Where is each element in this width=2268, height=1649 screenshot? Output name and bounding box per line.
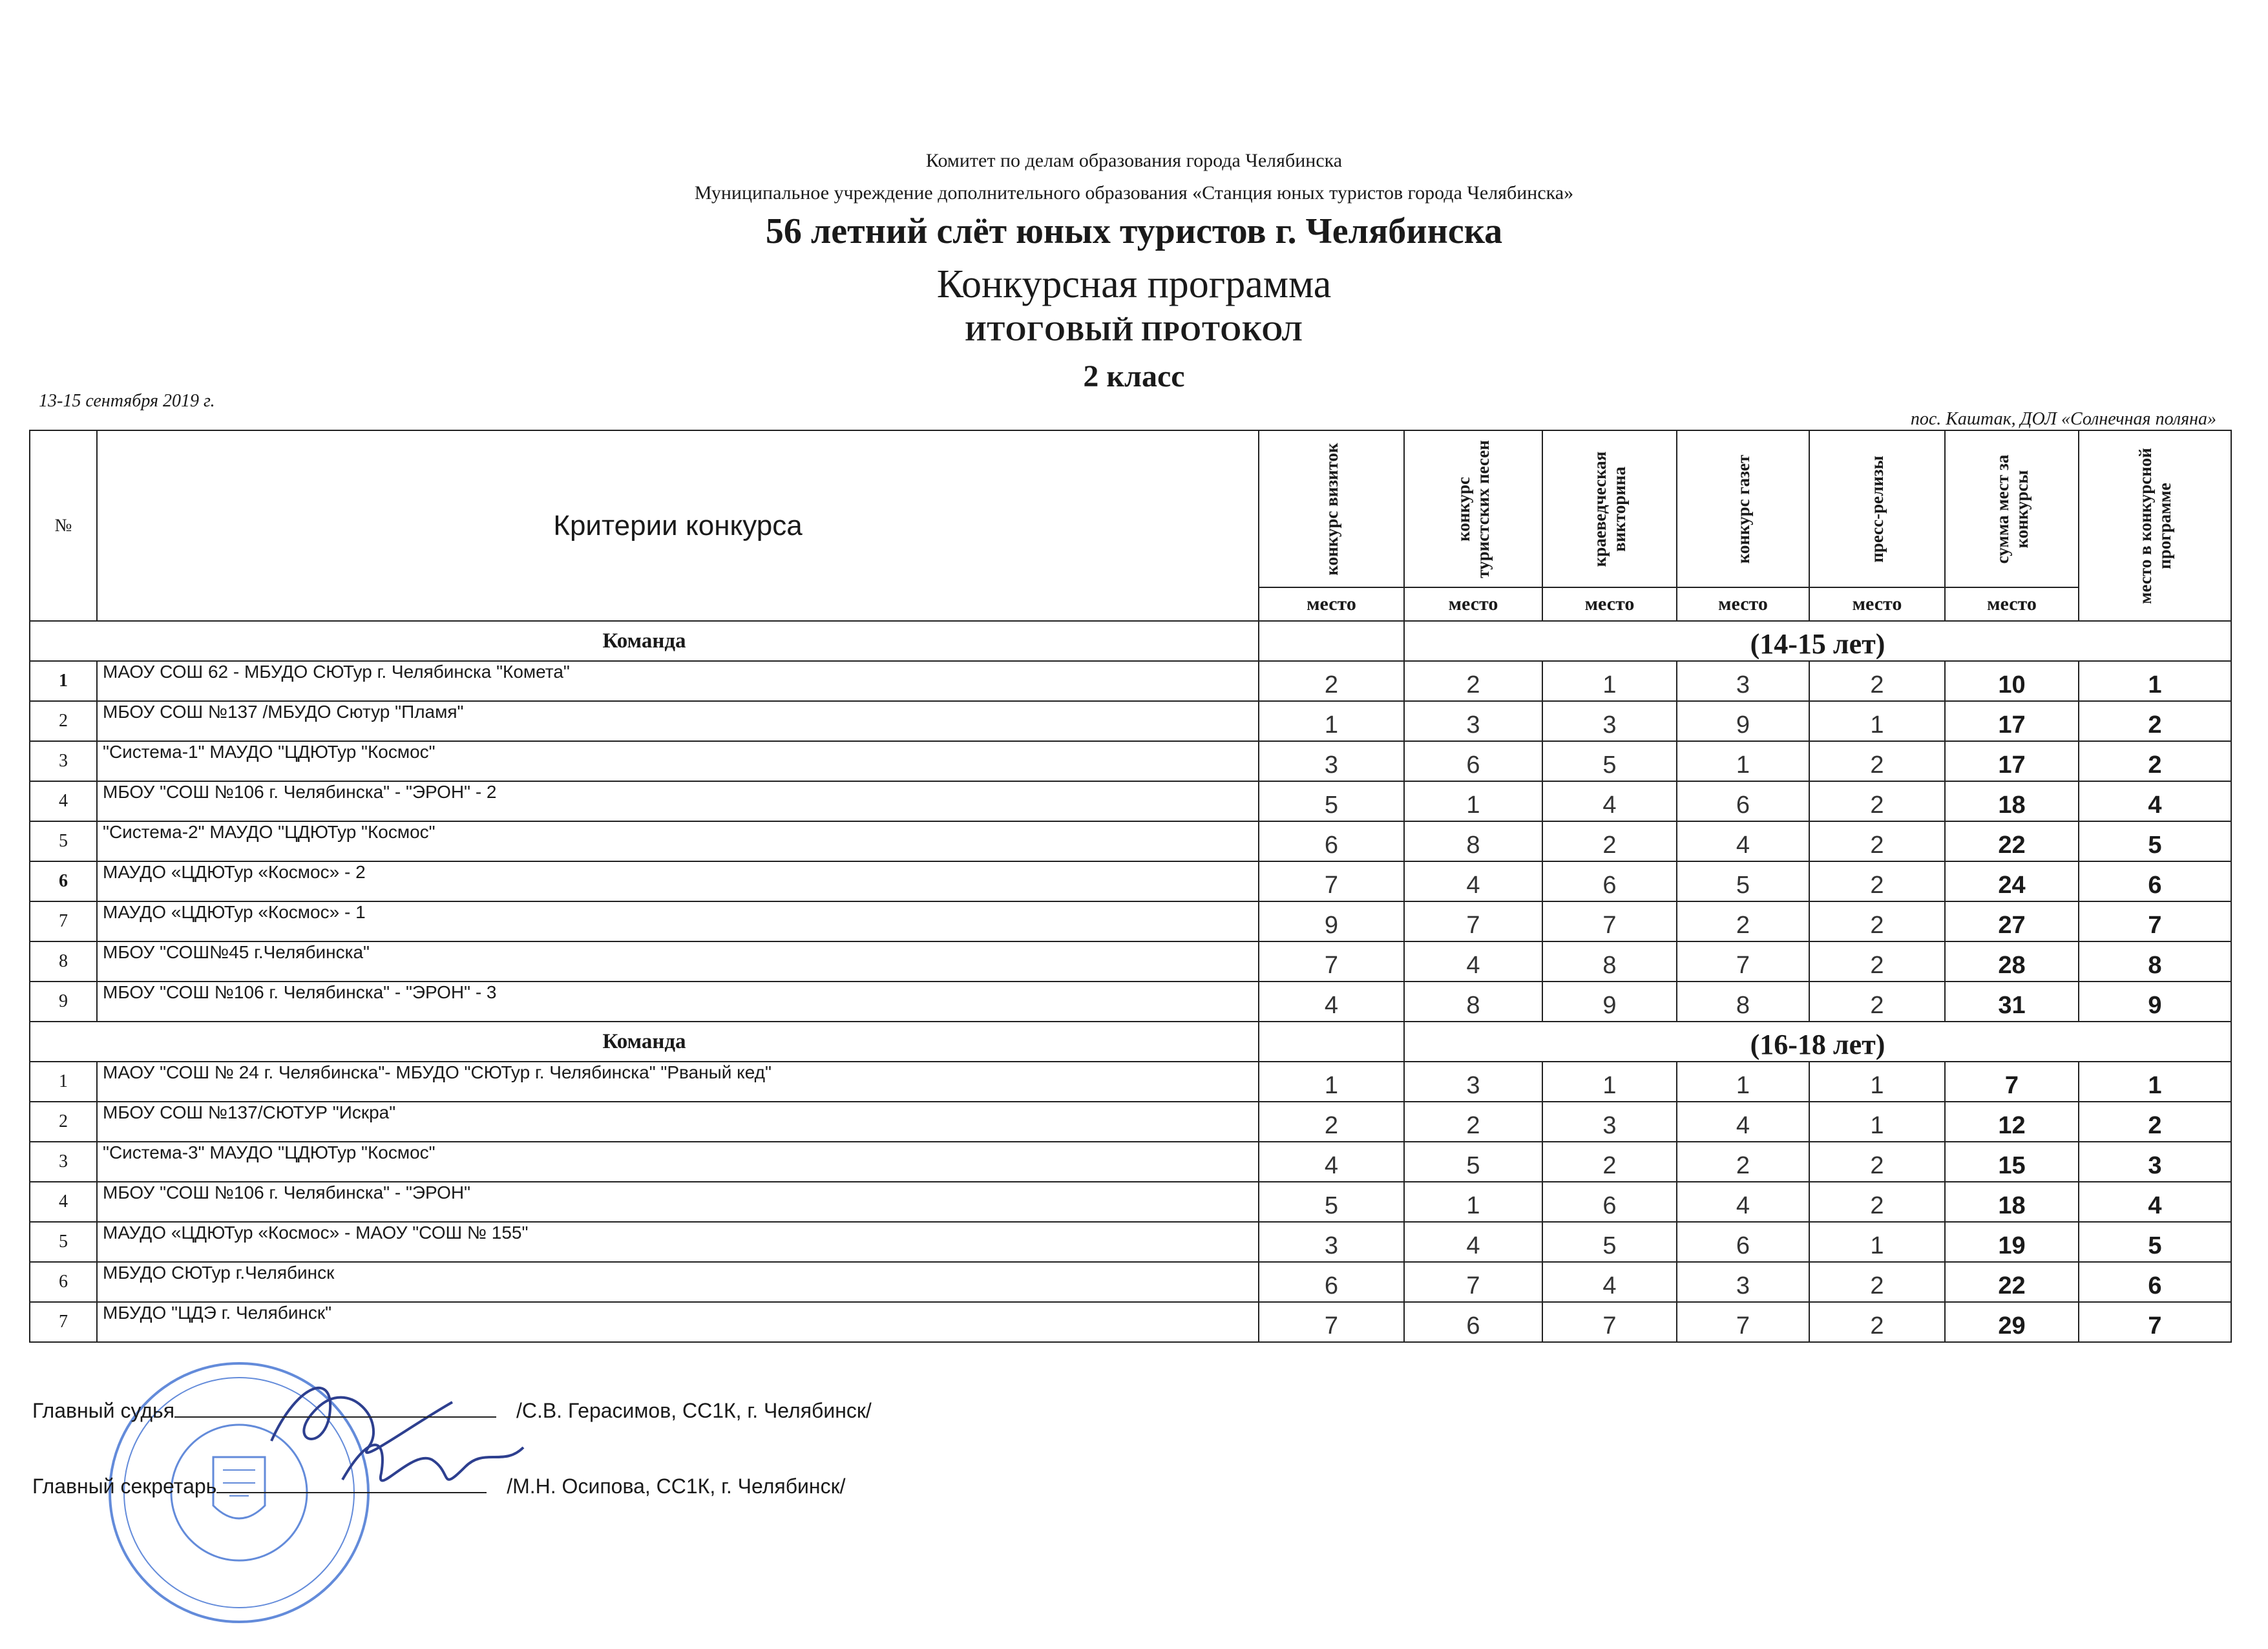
row-number: 3 (30, 741, 97, 781)
place-subheader: место (1677, 587, 1809, 621)
place-value: 1 (1677, 1062, 1809, 1102)
place-value: 4 (1259, 982, 1404, 1022)
place-value: 1 (1542, 1062, 1677, 1102)
place-value: 9 (1259, 901, 1404, 941)
place-value: 2 (1404, 1102, 1542, 1142)
column-header-press (1809, 430, 1945, 587)
place-value: 2 (1542, 1142, 1677, 1182)
team-label: Команда (30, 621, 1259, 661)
row-number: 7 (30, 1302, 97, 1342)
final-place-value: 9 (2079, 982, 2231, 1022)
chief-secretary-name: /М.Н. Осипова, СС1К, г. Челябинск/ (507, 1475, 846, 1498)
place-value: 6 (1259, 1262, 1404, 1302)
place-subheader: место (1404, 587, 1542, 621)
row-number: 4 (30, 781, 97, 821)
place-value: 7 (1259, 1302, 1404, 1342)
place-value: 6 (1404, 741, 1542, 781)
final-place-value: 8 (2079, 941, 2231, 982)
place-value: 1 (1404, 1182, 1542, 1222)
place-value: 4 (1677, 1102, 1809, 1142)
place-value: 1 (1809, 1102, 1945, 1142)
place-value: 1 (1809, 1222, 1945, 1262)
column-header-label: сумма мест за конкурсы (1992, 454, 2032, 563)
table-row (30, 901, 2231, 941)
column-header-label: краеведческая викторина (1590, 451, 1629, 567)
place-subheader: место (1542, 587, 1677, 621)
column-header-songs (1404, 430, 1542, 587)
place-value: 6 (1542, 1182, 1677, 1222)
place-value: 2 (1809, 901, 1945, 941)
place-value: 2 (1809, 941, 1945, 982)
column-header-label: конкурс визиток (1321, 442, 1341, 576)
place-value: 5 (1677, 861, 1809, 901)
place-value: 2 (1809, 1182, 1945, 1222)
team-label: Команда (30, 1022, 1259, 1062)
row-number: 5 (30, 1222, 97, 1262)
place-value: 6 (1542, 861, 1677, 901)
team-name: МБУДО "ЦДЭ г. Челябинск" (97, 1302, 1259, 1342)
age-group-label: (16-18 лет) (1404, 1022, 2231, 1062)
place-value: 7 (1404, 1262, 1542, 1302)
sum-value: 18 (1945, 1182, 2079, 1222)
place-value: 6 (1259, 821, 1404, 861)
table-row (30, 781, 2231, 821)
table-row (30, 1302, 2231, 1342)
place-value: 4 (1404, 861, 1542, 901)
final-place-value: 1 (2079, 1062, 2231, 1102)
place-value: 3 (1677, 1262, 1809, 1302)
sum-value: 17 (1945, 701, 2079, 741)
team-name: МАУДО «ЦДЮТур «Космос» - 1 (97, 901, 1259, 941)
place-value: 2 (1677, 1142, 1809, 1182)
sum-value: 31 (1945, 982, 2079, 1022)
table-row (30, 1222, 2231, 1262)
table-row (30, 661, 2231, 701)
place-value: 3 (1542, 1102, 1677, 1142)
sum-value: 15 (1945, 1142, 2079, 1182)
sum-value: 19 (1945, 1222, 2079, 1262)
row-number: 6 (30, 1262, 97, 1302)
team-name: МАУДО «ЦДЮТур «Космос» - 2 (97, 861, 1259, 901)
empty-cell (1259, 1022, 1404, 1062)
results-body (30, 621, 2231, 1342)
team-name: МАОУ "СОШ № 24 г. Челябинска"- МБУДО "СЮТур г. Челябинска" "Рваный кед" (97, 1062, 1259, 1102)
chief-secretary-line (32, 1475, 845, 1498)
place-value: 9 (1542, 982, 1677, 1022)
place-value: 4 (1404, 941, 1542, 982)
table-row (30, 1142, 2231, 1182)
final-place-value: 5 (2079, 821, 2231, 861)
team-name: МБОУ СОШ №137/СЮТУР "Искра" (97, 1102, 1259, 1142)
place-subheader: место (1809, 587, 1945, 621)
place-value: 2 (1542, 821, 1677, 861)
place-value: 1 (1259, 701, 1404, 741)
group-header-row (30, 621, 2231, 661)
chief-secretary-label: Главный секретарь (32, 1475, 217, 1498)
committee-line: Комитет по делам образования города Челябинска (925, 150, 1343, 171)
place-value: 1 (1677, 741, 1809, 781)
column-header-label: место в конкурсной программе (2136, 447, 2174, 604)
sum-value: 18 (1945, 781, 2079, 821)
place-value: 3 (1259, 1222, 1404, 1262)
team-name: "Система-2" МАУДО "ЦДЮТур "Космос" (97, 821, 1259, 861)
table-row (30, 861, 2231, 901)
place-value: 2 (1809, 1142, 1945, 1182)
table-row (30, 821, 2231, 861)
place-value: 2 (1809, 661, 1945, 701)
place-value: 1 (1542, 661, 1677, 701)
event-title: 56 летний слёт юных туристов г. Челябинска (765, 211, 1503, 251)
place-value: 6 (1677, 1222, 1809, 1262)
place-value: 1 (1809, 701, 1945, 741)
place-value: 3 (1677, 661, 1809, 701)
place-value: 5 (1404, 1142, 1542, 1182)
place-value: 4 (1677, 1182, 1809, 1222)
final-place-value: 2 (2079, 1102, 2231, 1142)
table-row (30, 701, 2231, 741)
place-value: 4 (1404, 1222, 1542, 1262)
row-number: 1 (30, 661, 97, 701)
place-value: 7 (1404, 901, 1542, 941)
institution-line: Муниципальное учреждение дополнительного образования «Станция юных туристов города Челябинска» (694, 182, 1574, 204)
place-value: 8 (1677, 982, 1809, 1022)
row-number: 4 (30, 1182, 97, 1222)
place-value: 7 (1542, 1302, 1677, 1342)
place-value: 5 (1259, 781, 1404, 821)
sum-value: 22 (1945, 821, 2079, 861)
sum-value: 7 (1945, 1062, 2079, 1102)
table-row (30, 1182, 2231, 1222)
place-value: 2 (1809, 861, 1945, 901)
column-header-newspapers (1677, 430, 1809, 587)
place-value: 2 (1259, 1102, 1404, 1142)
sum-value: 27 (1945, 901, 2079, 941)
final-place-value: 7 (2079, 1302, 2231, 1342)
place-value: 1 (1259, 1062, 1404, 1102)
table-row (30, 741, 2231, 781)
team-name: МБУДО СЮТур г.Челябинск (97, 1262, 1259, 1302)
team-name: "Система-3" МАУДО "ЦДЮТур "Космос" (97, 1142, 1259, 1182)
column-header-sum (1945, 430, 2079, 587)
row-number: 2 (30, 701, 97, 741)
place-value: 4 (1677, 821, 1809, 861)
class-title: 2 класс (1083, 359, 1185, 394)
place-value: 2 (1809, 741, 1945, 781)
chief-judge-name: /С.В. Герасимов, СС1К, г. Челябинск/ (516, 1399, 872, 1422)
team-name: МБОУ "СОШ №106 г. Челябинска" - "ЭРОН" (97, 1182, 1259, 1222)
sum-value: 29 (1945, 1302, 2079, 1342)
final-place-value: 4 (2079, 781, 2231, 821)
chief-judge-line (32, 1399, 872, 1423)
place-value: 1 (1809, 1062, 1945, 1102)
place-value: 6 (1677, 781, 1809, 821)
team-name: МБОУ СОШ №137 /МБУДО Сютур "Пламя" (97, 701, 1259, 741)
place-value: 3 (1542, 701, 1677, 741)
place-value: 2 (1809, 982, 1945, 1022)
row-number: 2 (30, 1102, 97, 1142)
place-value: 7 (1259, 861, 1404, 901)
place-value: 4 (1542, 781, 1677, 821)
place-subheader: место (1259, 587, 1404, 621)
column-header-quiz (1542, 430, 1677, 587)
row-number: 6 (30, 861, 97, 901)
column-header-final-place (2079, 430, 2231, 621)
team-name: МБОУ "СОШ №106 г. Челябинска" - "ЭРОН" - 3 (97, 982, 1259, 1022)
row-number: 9 (30, 982, 97, 1022)
place-value: 5 (1542, 1222, 1677, 1262)
final-place-value: 3 (2079, 1142, 2231, 1182)
place-value: 8 (1404, 821, 1542, 861)
event-date: 13-15 сентября 2019 г. (39, 391, 215, 411)
place-value: 4 (1259, 1142, 1404, 1182)
team-name: МБОУ "СОШ№45 г.Челябинска" (97, 941, 1259, 982)
table-row (30, 1062, 2231, 1102)
signature-blank-line (174, 1416, 496, 1418)
final-place-value: 5 (2079, 1222, 2231, 1262)
final-place-value: 4 (2079, 1182, 2231, 1222)
table-row (30, 982, 2231, 1022)
event-place: пос. Каштак, ДОЛ «Солнечная поляна» (1910, 409, 2216, 429)
place-value: 2 (1809, 781, 1945, 821)
place-value: 7 (1677, 941, 1809, 982)
program-title: Конкурсная программа (936, 262, 1332, 306)
table-row (30, 1262, 2231, 1302)
place-value: 3 (1404, 1062, 1542, 1102)
place-value: 6 (1404, 1302, 1542, 1342)
final-place-value: 1 (2079, 661, 2231, 701)
place-value: 9 (1677, 701, 1809, 741)
place-value: 5 (1259, 1182, 1404, 1222)
place-value: 7 (1259, 941, 1404, 982)
header-row (30, 430, 2231, 587)
team-name: МБОУ "СОШ №106 г. Челябинска" - "ЭРОН" - 2 (97, 781, 1259, 821)
table-row (30, 941, 2231, 982)
row-number: 5 (30, 821, 97, 861)
place-value: 2 (1809, 1262, 1945, 1302)
place-value: 1 (1404, 781, 1542, 821)
criteria-column-header: Критерии конкурса (97, 430, 1259, 621)
final-place-value: 6 (2079, 861, 2231, 901)
team-name: МАОУ СОШ 62 - МБУДО СЮТур г. Челябинска "Комета" (97, 661, 1259, 701)
place-value: 2 (1404, 661, 1542, 701)
place-value: 2 (1809, 821, 1945, 861)
place-value: 7 (1542, 901, 1677, 941)
place-value: 4 (1542, 1262, 1677, 1302)
place-value: 2 (1259, 661, 1404, 701)
final-place-value: 2 (2079, 701, 2231, 741)
results-table (29, 430, 2232, 1343)
group-header-row (30, 1022, 2231, 1062)
signature-blank-line (216, 1492, 487, 1493)
team-name: "Система-1" МАУДО "ЦДЮТур "Космос" (97, 741, 1259, 781)
team-name: МАУДО «ЦДЮТур «Космос» - МАОУ "СОШ № 155" (97, 1222, 1259, 1262)
place-value: 5 (1542, 741, 1677, 781)
sum-value: 12 (1945, 1102, 2079, 1142)
sum-value: 28 (1945, 941, 2079, 982)
sum-value: 17 (1945, 741, 2079, 781)
number-column-header: № (30, 430, 97, 621)
row-number: 7 (30, 901, 97, 941)
column-header-label: конкурс туристских песен (1454, 439, 1493, 578)
column-header-label: конкурс газет (1733, 454, 1753, 563)
place-subheader: место (1945, 587, 2079, 621)
place-value: 8 (1404, 982, 1542, 1022)
row-number: 8 (30, 941, 97, 982)
age-group-label: (14-15 лет) (1404, 621, 2231, 661)
chief-judge-label: Главный судья (32, 1399, 175, 1422)
final-place-value: 6 (2079, 1262, 2231, 1302)
place-value: 3 (1259, 741, 1404, 781)
place-value: 2 (1677, 901, 1809, 941)
sum-value: 22 (1945, 1262, 2079, 1302)
sum-value: 10 (1945, 661, 2079, 701)
place-value: 8 (1542, 941, 1677, 982)
place-value: 3 (1404, 701, 1542, 741)
column-header-visit (1259, 430, 1404, 587)
row-number: 3 (30, 1142, 97, 1182)
table-row (30, 1102, 2231, 1142)
sum-value: 24 (1945, 861, 2079, 901)
empty-cell (1259, 621, 1404, 661)
row-number: 1 (30, 1062, 97, 1102)
column-header-label: пресс-релизы (1867, 455, 1887, 563)
final-place-value: 2 (2079, 741, 2231, 781)
protocol-title: ИТОГОВЫЙ ПРОТОКОЛ (965, 317, 1303, 347)
final-place-value: 7 (2079, 901, 2231, 941)
place-value: 7 (1677, 1302, 1809, 1342)
place-value: 2 (1809, 1302, 1945, 1342)
